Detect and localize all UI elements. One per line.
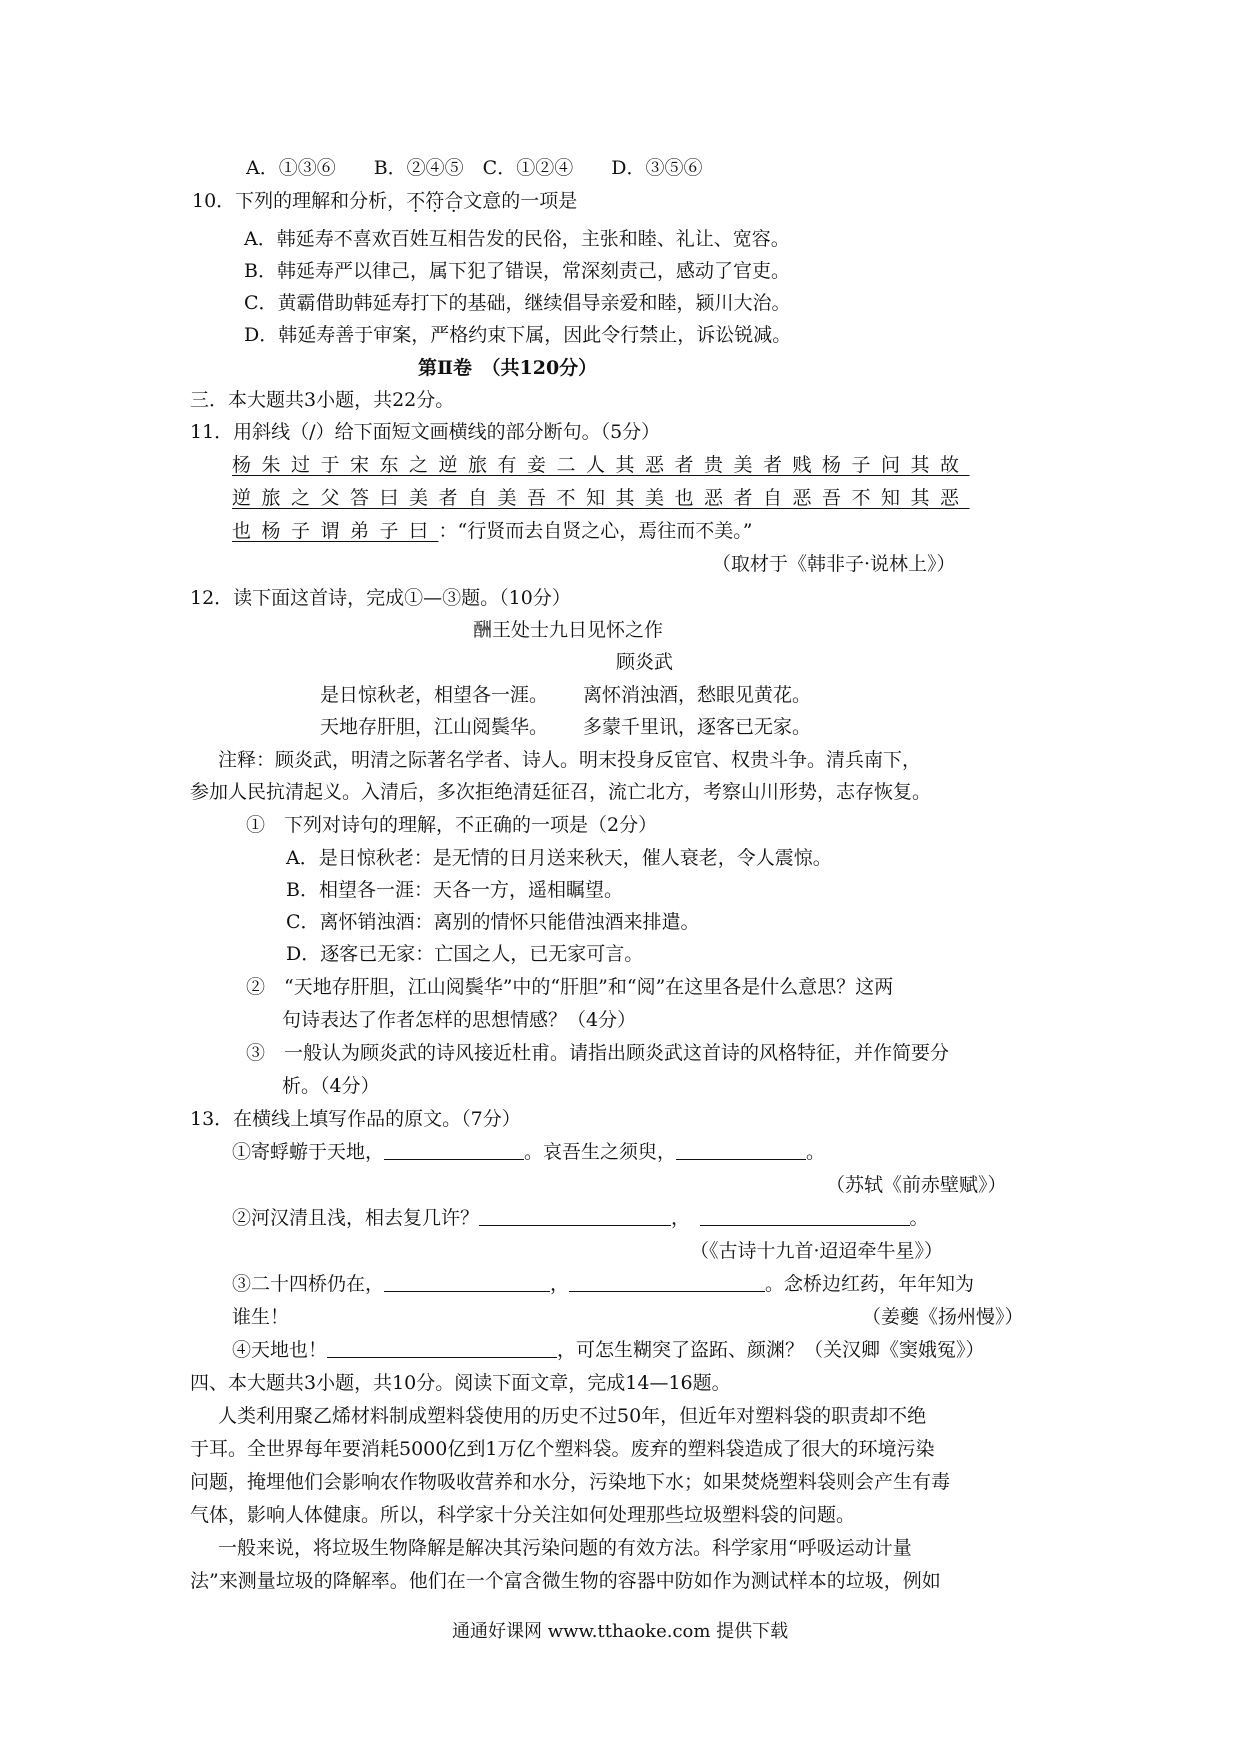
q12-sub2-line1: ② “天地存肝胆，江山阅鬓华”中的“肝胆”和“阅”在这里各是什么意思？这两 — [246, 976, 894, 998]
poem-author: 顾炎武 — [616, 651, 674, 673]
q12-sub3-line2: 析。（4分） — [282, 1075, 380, 1097]
poem-title: 酬王处士九日见怀之作 — [473, 619, 664, 641]
q11-passage-line2: 逆旅之父答曰美者自美吾不知其美也恶者自恶吾不知其恶 — [232, 487, 970, 509]
q12-sub1-option-c: C．离怀销浊酒：离别的情怀只能借浊酒来排遣。 — [286, 911, 700, 933]
section-title: 第Ⅱ卷 （共120分） — [418, 357, 598, 379]
q9-options: A．①③⑥ B．②④⑤ C．①②④ D．③⑤⑥ — [246, 157, 703, 179]
q11-source: （取材于《韩非子·说林上》） — [712, 553, 956, 575]
poem-line-2a: 天地存肝胆，江山阅鬓华。 — [320, 716, 549, 738]
q12-sub1-option-b: B．相望各一涯：天各一方，遥相瞩望。 — [286, 879, 623, 901]
q10-stem: 10．下列的理解和分析，不符合文意的一项是 — [192, 190, 578, 212]
q13-item4: ④天地也！ ，可怎生糊突了盗跖、颜渊？（关汉卿《窦娥冤》） — [232, 1339, 985, 1361]
poem-line-1a: 是日惊秋老，相望各一涯。 — [320, 684, 549, 706]
q13-item3: ③二十四桥仍在， ， 。念桥边红药，年年知为 — [232, 1273, 975, 1295]
poem-note-line1: 注释：顾炎武，明清之际著名学者、诗人。明末投身反宦官、权贵斗争。清兵南下， — [218, 749, 922, 771]
q11-passage-line3: 也杨子谓弟子曰：“行贤而去自贤之心，焉往而不美。” — [232, 520, 753, 542]
q12-sub3-line1: ③ 一般认为顾炎武的诗风接近杜甫。请指出顾炎武这首诗的风格特征，并作简要分 — [246, 1042, 950, 1064]
passage-p2-line1: 一般来说，将垃圾生物降解是解决其污染问题的有效方法。科学家用“呼吸运动计量 — [218, 1537, 912, 1559]
answer-blank[interactable] — [384, 1271, 550, 1292]
page-footer: 通通好课网 www.tthaoke.com 提供下载 — [452, 1621, 789, 1642]
q12-stem: 12．读下面这首诗，完成①—③题。（10分） — [190, 587, 571, 609]
q13-item2: ②河汉清且浅，相去复几许？ ， 。 — [232, 1207, 929, 1229]
q13-item2-source: （《古诗十九首·迢迢牵牛星》） — [690, 1240, 944, 1262]
q10-option-a: A．韩延寿不喜欢百姓互相告发的民俗，主张和睦、礼让、宽容。 — [244, 228, 790, 250]
q13-item3-source: （姜夔《扬州慢》） — [862, 1306, 1024, 1328]
passage-p1-line3: 问题，掩埋他们会影响农作物吸收营养和水分，污染地下水；如果焚烧塑料袋则会产生有毒 — [190, 1471, 951, 1493]
answer-blank[interactable] — [384, 1139, 524, 1160]
passage-p2-line2: 法”来测量垃圾的降解率。他们在一个富含微生物的容器中防如作为测试样本的垃圾，例如 — [190, 1570, 941, 1592]
answer-blank[interactable] — [569, 1271, 765, 1292]
q11-passage-line1: 杨朱过于宋东之逆旅有妾二人其恶者贵美者贱杨子问其故 — [232, 454, 970, 476]
part4-heading: 四、本大题共3小题，共10分。阅读下面文章，完成14—16题。 — [190, 1372, 731, 1394]
part3-heading: 三．本大题共3小题，共22分。 — [190, 389, 455, 411]
q13-item1: ①寄蜉蝣于天地， 。哀吾生之须臾， 。 — [232, 1141, 826, 1163]
q10-option-d: D．韩延寿善于审案，严格约束下属，因此令行禁止，诉讼锐减。 — [244, 324, 792, 346]
q10-option-b: B．韩延寿严以律己，属下犯了错误，常深刻责己，感动了官吏。 — [244, 260, 790, 282]
q13-item1-source: （苏轼《前赤壁赋》） — [826, 1174, 1007, 1196]
q12-sub1-option-d: D．逐客已无家：亡国之人，已无家可言。 — [286, 943, 644, 965]
passage-p1-line2: 于耳。全世界每年要消耗5000亿到1万亿个塑料袋。废弃的塑料袋造成了很大的环境污染 — [190, 1438, 935, 1460]
q10-option-c: C．黄霸借助韩延寿打下的基础，继续倡导亲爱和睦，颍川大治。 — [244, 292, 791, 314]
q11-stem: 11．用斜线（/）给下面短文画横线的部分断句。（5分） — [190, 421, 661, 443]
passage-p1-line4: 气体，影响人体健康。所以，科学家十分关注如何处理那些垃圾塑料袋的问题。 — [190, 1504, 856, 1526]
answer-blank[interactable] — [676, 1139, 806, 1160]
poem-line-2b: 多蒙千里讯，逐客已无家。 — [583, 716, 812, 738]
passage-p1-line1: 人类利用聚乙烯材料制成塑料袋使用的历史不过50年，但近年对塑料袋的职责却不绝 — [218, 1405, 927, 1427]
q12-sub1-option-a: A．是日惊秋老：是无情的日月送来秋天，催人衰老，令人震惊。 — [286, 847, 832, 869]
poem-line-1b: 离怀消浊酒，愁眼见黄花。 — [583, 684, 812, 706]
answer-blank[interactable] — [479, 1205, 671, 1226]
q12-sub2-line2: 句诗表达了作者怎样的思想情感？（4分） — [282, 1009, 637, 1031]
q13-stem: 13．在横线上填写作品的原文。（7分） — [190, 1108, 521, 1130]
q12-sub1: ① 下列对诗句的理解，不正确的一项是（2分） — [246, 814, 658, 836]
poem-note-line2: 参加人民抗清起义。入清后，多次拒绝清廷征召，流亡北方，考察山川形势，志存恢复。 — [190, 781, 932, 803]
answer-blank[interactable] — [700, 1205, 910, 1226]
q13-item3-continued: 谁生！ — [232, 1306, 290, 1328]
answer-blank[interactable] — [327, 1337, 557, 1358]
